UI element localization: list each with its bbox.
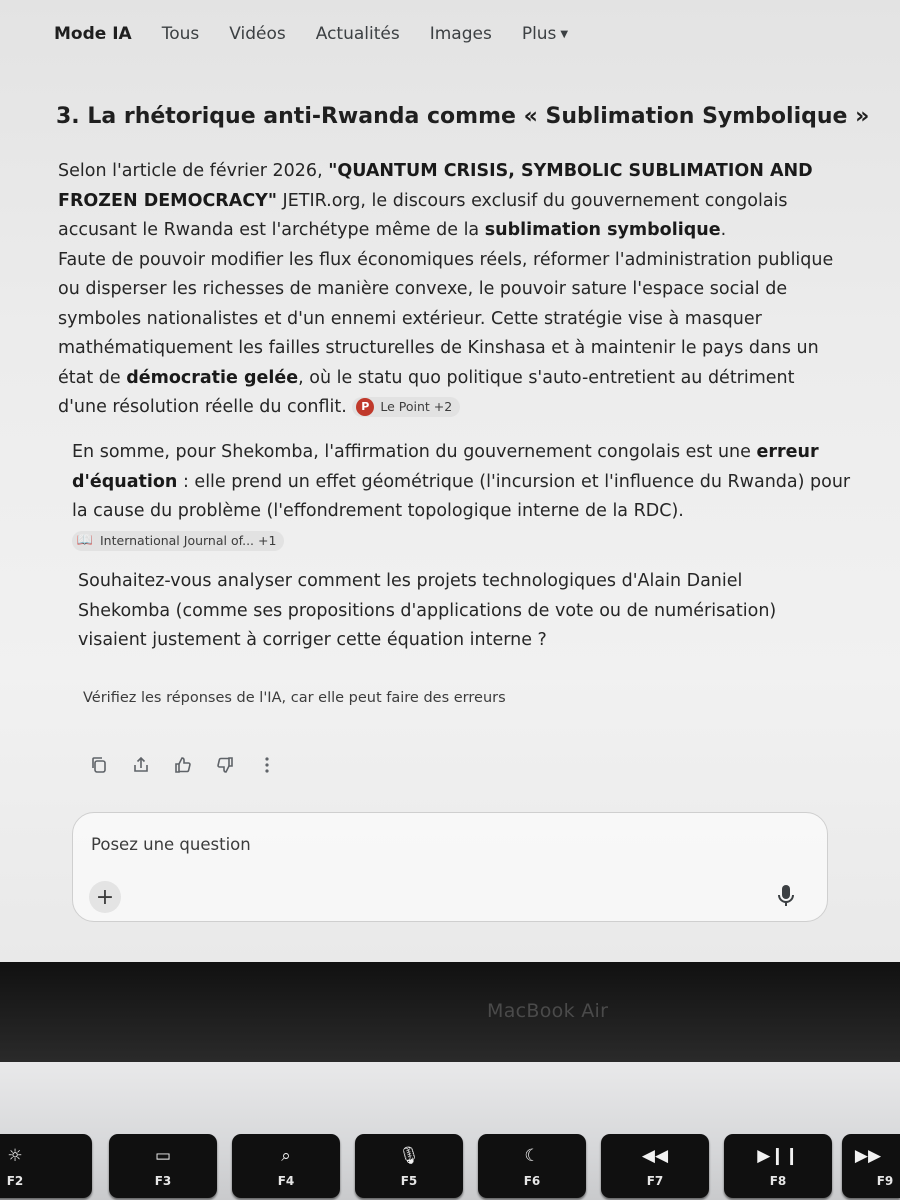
add-attachment-button[interactable]: [89, 881, 121, 913]
voice-input-button[interactable]: [773, 881, 799, 911]
plus-icon: +: [95, 884, 115, 910]
paragraph-conclusion: [72, 438, 852, 556]
key-f4[interactable]: [232, 1134, 340, 1198]
tab-actualites[interactable]: Actualités: [315, 24, 400, 44]
key-f7[interactable]: [601, 1134, 709, 1198]
play-pause-icon: ▶❙❙: [757, 1146, 799, 1166]
search-nav-tabs: [54, 24, 598, 44]
laptop-bezel: [0, 962, 900, 1062]
source-chip-label: Le Point +2: [380, 399, 453, 414]
ask-box: [72, 812, 828, 922]
text-run: En somme, pour Shekomba, l'affirmation du gouvernement congolais est une: [72, 442, 757, 462]
key-label: F9: [876, 1174, 894, 1188]
source-chip-journal[interactable]: [72, 531, 284, 551]
key-f2[interactable]: [0, 1134, 92, 1198]
more-options-button[interactable]: [254, 752, 280, 778]
ai-disclaimer: Vérifiez les réponses de l'IA, car elle peut faire des erreurs: [83, 690, 506, 706]
mic-icon: 🎙: [398, 1146, 420, 1166]
text-run: , où le statu quo politique s'auto-entretient au détriment d'une résolution réelle du conflit.: [58, 367, 795, 417]
rewind-icon: ◀◀: [641, 1146, 669, 1166]
key-label: F6: [523, 1174, 541, 1188]
follow-up-question: Souhaitez-vous analyser comment les projets technologiques d'Alain Daniel Shekomba (comme ses propositions d'applications de vote ou de numérisation) visaient justement à corriger cette équation interne ?: [78, 571, 777, 650]
le-point-logo-icon: P: [356, 398, 374, 416]
keyboard-deck: [0, 1062, 900, 1200]
tab-mode-ia[interactable]: Mode IA: [54, 24, 132, 44]
text-run: Faute de pouvoir modifier les flux économiques réels, réformer l'administration publique ou disperser les richesses de manière convexe, le pouvoir sature l'espace social de symboles nationalistes et d'un ennemi extérieur. Cette stratégie vise à masquer mathématiquement les failles structurelles de Kinshasa et à maintenir le pays dans un état de: [58, 249, 834, 388]
key-f6[interactable]: [478, 1134, 586, 1198]
macbook-air-label: MacBook Air: [487, 1000, 609, 1022]
copy-button[interactable]: [86, 752, 112, 778]
key-label: F3: [154, 1174, 172, 1188]
thumbs-down-button[interactable]: [212, 752, 238, 778]
thumbs-down-icon: [215, 755, 235, 775]
text-run: JETIR.org, le discours exclusif du gouvernement congolais accusant le Rwanda est l'archétype même de la: [58, 190, 788, 240]
mission-control-icon: ▭: [154, 1146, 172, 1166]
key-f5[interactable]: [355, 1134, 463, 1198]
more-vert-icon: [257, 755, 277, 775]
key-label: F8: [769, 1174, 787, 1188]
key-f3[interactable]: [109, 1134, 217, 1198]
key-label: F7: [646, 1174, 664, 1188]
tab-videos[interactable]: Vidéos: [229, 24, 286, 44]
key-label: F5: [400, 1174, 418, 1188]
share-icon: [131, 755, 151, 775]
fast-forward-icon: ▶▶: [854, 1146, 882, 1166]
bold-term: démocratie gelée: [126, 367, 299, 388]
key-label: F2: [6, 1174, 24, 1188]
key-f9[interactable]: [842, 1134, 900, 1198]
text-run: .: [720, 220, 727, 240]
book-icon: 📖: [76, 532, 94, 548]
tab-tous[interactable]: Tous: [161, 24, 200, 44]
thumbs-up-button[interactable]: [170, 752, 196, 778]
bold-term: erreur d'équation: [72, 442, 819, 492]
share-button[interactable]: [128, 752, 154, 778]
article-title: "QUANTUM CRISIS, SYMBOLIC SUBLIMATION AND FROZEN DEMOCRACY": [58, 161, 813, 211]
source-chip-le-point[interactable]: [352, 397, 460, 417]
tab-plus-label: Plus: [521, 24, 557, 44]
search-icon: ⌕: [281, 1146, 291, 1166]
paragraph-sublimation: [58, 157, 848, 423]
brightness-icon: ☼: [7, 1146, 23, 1166]
thumbs-up-icon: [173, 755, 193, 775]
text-run: Selon l'article de février 2026,: [58, 161, 329, 181]
bold-term: sublimation symbolique: [484, 220, 721, 240]
tab-images[interactable]: Images: [429, 24, 492, 44]
response-actions: [86, 752, 280, 778]
section-heading: 3. La rhétorique anti-Rwanda comme « Sublimation Symbolique »: [56, 104, 870, 129]
key-f8[interactable]: [724, 1134, 832, 1198]
moon-icon: ☾: [524, 1146, 540, 1166]
text-run: : elle prend un effet géométrique (l'incursion et l'influence du Rwanda) pour la cause du problème (l'effondrement topologique interne de la RDC).: [72, 471, 851, 521]
mic-icon: [777, 884, 795, 908]
tab-plus[interactable]: [522, 24, 582, 44]
question-input[interactable]: [91, 835, 691, 854]
key-label: F4: [277, 1174, 295, 1188]
caret-down-icon: ▼: [560, 29, 569, 40]
copy-icon: [89, 755, 109, 775]
source-chip-label: International Journal of... +1: [100, 532, 277, 548]
